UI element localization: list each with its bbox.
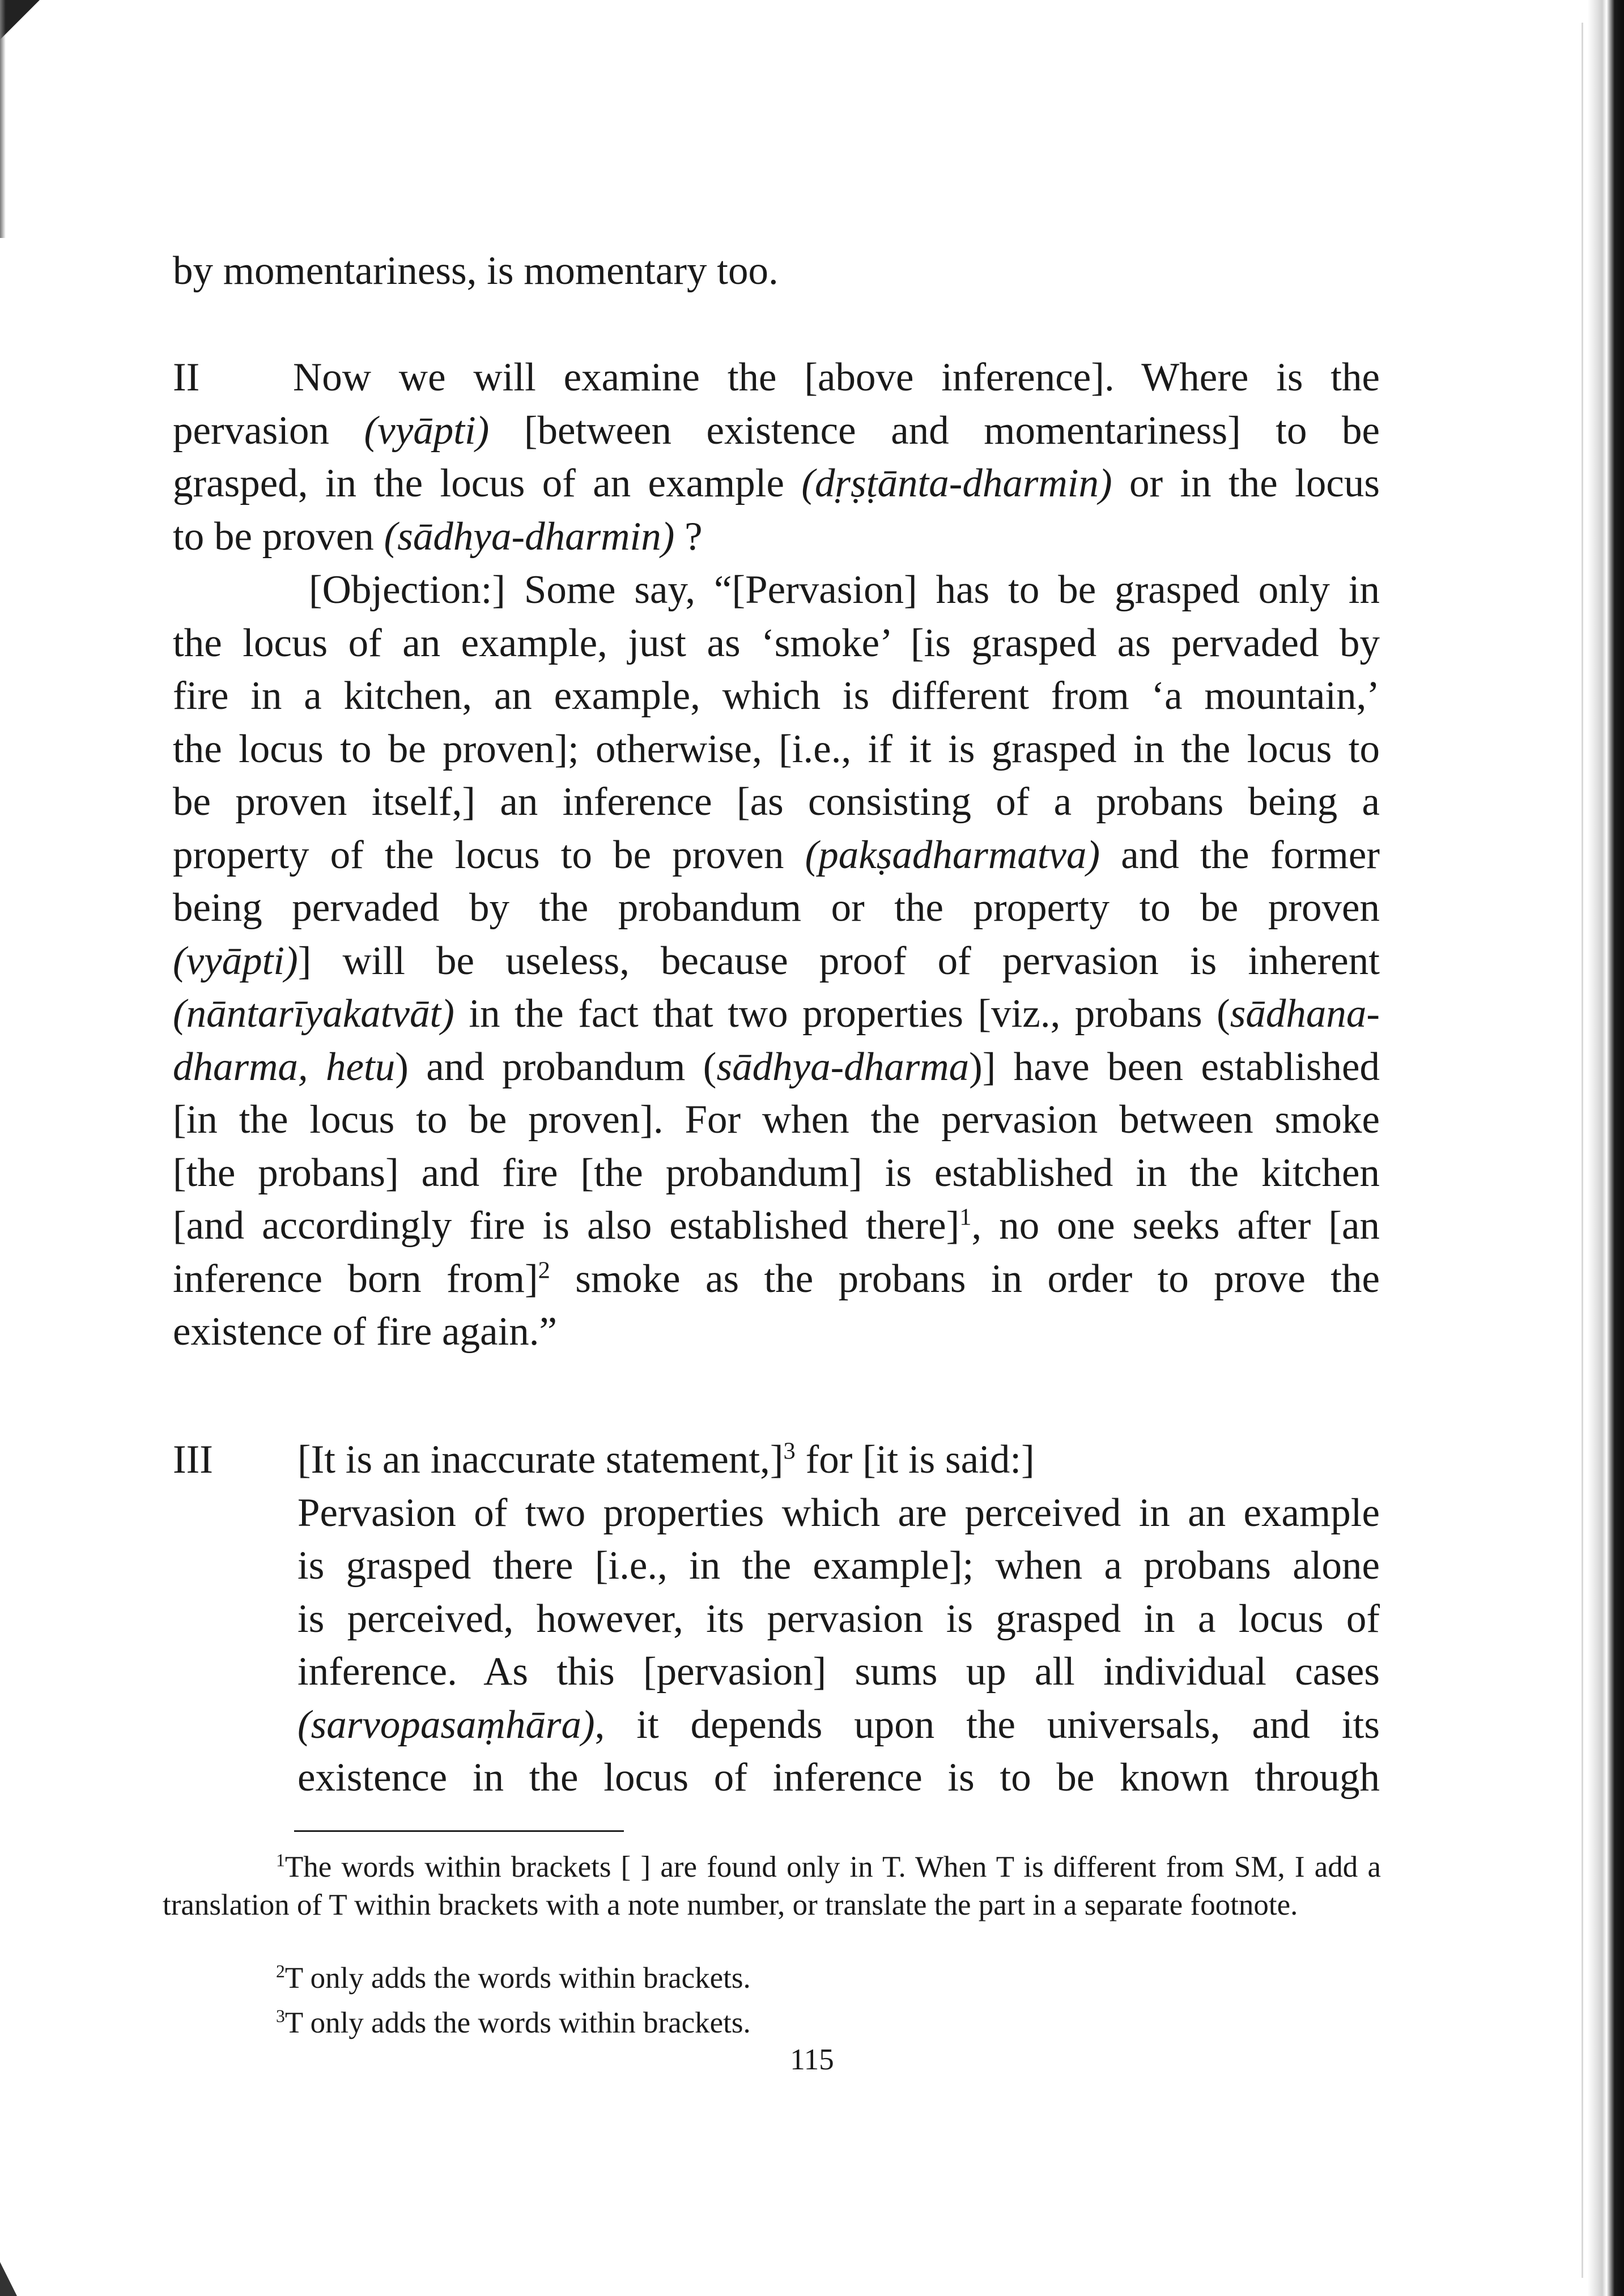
text-line: being pervaded by the probandum or the property to be proven: [173, 886, 1380, 930]
text-line: property of the locus to be proven (pakṣadharmatva) and the former: [173, 832, 1380, 877]
text-line: [and accordingly fire is also established there]$^1$, no one seeks after [an: [173, 1204, 1380, 1248]
objection-paragraph: [173, 564, 1380, 1359]
text-line: by momentariness, is momentary too.: [173, 249, 779, 293]
text-line: the locus to be proven]; otherwise, [i.e., if it is grasped in the locus to: [173, 726, 1380, 771]
scan-spine-line: [1582, 23, 1583, 2278]
text-line: (nāntarīyakatvāt) in the fact that two properties [viz., probans (sādhana-: [173, 992, 1380, 1036]
footnote-divider: [294, 1830, 624, 1832]
text-line: dharma, hetu) and probandum (sādhya-dharma)] have been established: [173, 1044, 1380, 1089]
footnote-text: T only adds the words within brackets.: [284, 1962, 751, 1995]
footnote-number: 3: [276, 2006, 285, 2026]
section-ii: [173, 351, 1380, 563]
quoted-text-line: is grasped there [i.e., in the example]; when a probans alone: [297, 1544, 1380, 1588]
footnote-ref: 1: [959, 1204, 972, 1231]
text-line: [the probans] and fire [the probandum] is established in the kitchen: [173, 1150, 1380, 1195]
footnote-number: 2: [276, 1961, 285, 1982]
footnote-ref: 3: [783, 1438, 796, 1465]
text-line: III [It is an inaccurate statement,]$^3$ for [it is said:]: [173, 1434, 1380, 1487]
footnote-ref: 2: [538, 1256, 550, 1283]
scan-book-spine-shadow: [1588, 0, 1624, 2296]
footnote-text: The words within brackets [ ] are found only in T. When T is different from SM, I add a translation of T within brackets with a note number, or translate the part in a separate footnote.: [163, 1851, 1381, 1921]
footnote-text: T only adds the words within brackets.: [284, 2006, 751, 2039]
text-line: inference born from]$^2$ smoke as the probans in order to prove the: [173, 1256, 1380, 1301]
scan-bottom-left-artifact: [0, 2262, 17, 2296]
quoted-text-line: existence in the locus of inference is to be known through: [297, 1755, 1380, 1800]
page-number: 115: [790, 2043, 834, 2076]
scan-left-edge-shadow: [0, 0, 6, 238]
quoted-text-line: (sarvopasaṃhāra), it depends upon the universals, and its: [297, 1702, 1380, 1747]
quoted-text-line: Pervasion of two properties which are perceived in an example: [297, 1490, 1380, 1535]
text-line: (vyāpti)] will be useless, because proof of pervasion is inherent: [173, 938, 1380, 983]
footnote-3: [163, 2004, 1381, 2042]
footnote-number: 1: [276, 1850, 285, 1870]
text-line: [in the locus to be proven]. For when the pervasion between smoke: [173, 1098, 1380, 1142]
quoted-text-line: inference. As this [pervasion] sums up all individual cases: [297, 1649, 1380, 1694]
footnote-2: [163, 1959, 1381, 1997]
section-numeral: II: [173, 355, 200, 399]
text-line: pervasion (vyāpti) [between existence and momentariness] to be: [173, 408, 1380, 453]
text-line: to be proven (sādhya-dharmin) ?: [173, 514, 703, 559]
text-line: grasped, in the locus of an example (dṛṣṭānta-dharmin) or in the locus: [173, 461, 1380, 505]
text-line: be proven itself,] an inference [as consisting of a probans being a: [173, 780, 1380, 824]
text-line: II Now we will examine the [above inference]. Where is the: [173, 351, 1380, 405]
text-line: [Objection:] Some say, “[Pervasion] has to be grasped only in: [309, 568, 1380, 612]
scan-corner-artifact: [0, 0, 40, 40]
quoted-text-line: is perceived, however, its pervasion is grasped in a locus of: [297, 1596, 1380, 1641]
paragraph-continuation: [173, 245, 1380, 298]
text-line: existence of fire again.”: [173, 1309, 558, 1354]
text-line: fire in a kitchen, an example, which is different from ‘a mountain,’: [173, 674, 1380, 718]
footnote-1: [163, 1848, 1381, 1924]
text-line: the locus of an example, just as ‘smoke’ [is grasped as pervaded by: [173, 620, 1380, 665]
section-iii: [173, 1434, 1380, 1805]
section-numeral: III: [173, 1438, 213, 1482]
